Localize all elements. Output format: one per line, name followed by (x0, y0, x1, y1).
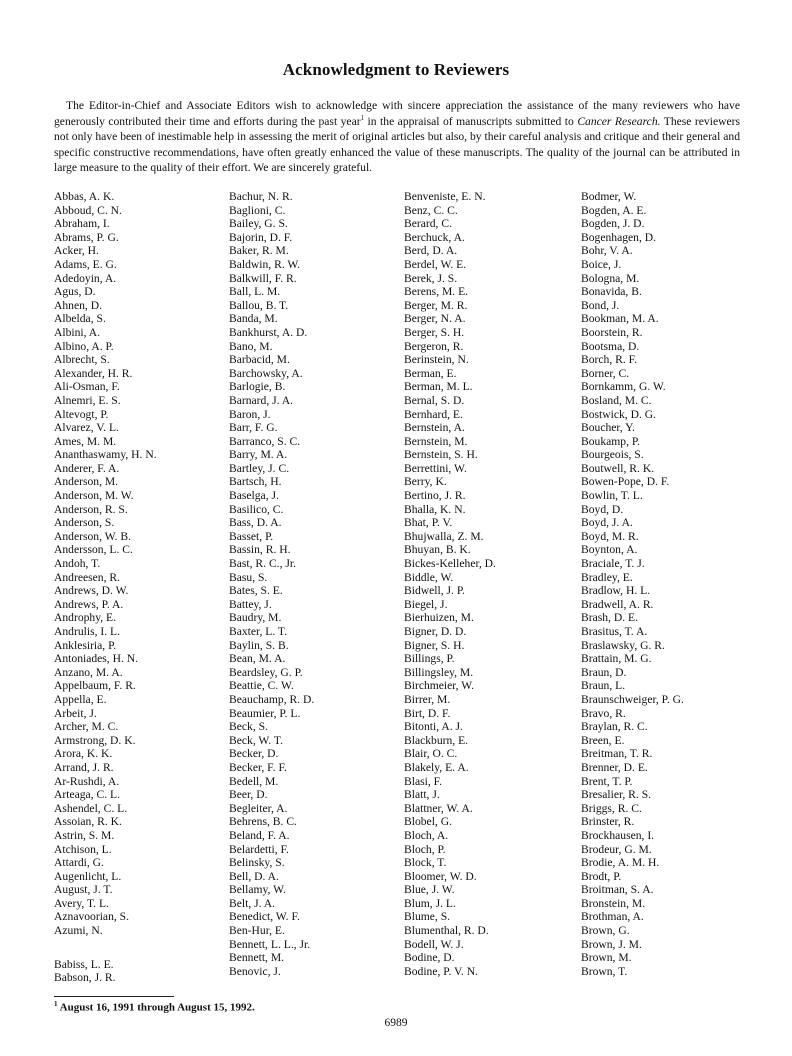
reviewer-name: Beauchamp, R. D. (229, 692, 315, 706)
reviewer-name: Baselga, J. (229, 489, 279, 503)
reviewer-name: Anderson, S. (54, 516, 115, 530)
reviewer-name: Aznavoorian, S. (54, 910, 130, 924)
reviewer-column-4 (581, 190, 684, 978)
reviewer-name: Bertino, J. R. (404, 489, 466, 503)
reviewer-name: Berard, C. (404, 217, 452, 231)
reviewer-name: Baglioni, C. (229, 203, 286, 217)
reviewer-name: Acker, H. (54, 244, 99, 258)
reviewer-name: Blakely, E. A. (404, 760, 469, 774)
reviewer-name: Andreesen, R. (54, 570, 121, 584)
reviewer-name: Bourgeois, S. (581, 448, 644, 462)
reviewer-name: Albini, A. (54, 325, 101, 339)
reviewer-name: Berek, J. S. (404, 271, 458, 285)
reviewer-name: Bernstein, S. H. (404, 448, 478, 462)
reviewer-name: Anderson, M. (54, 475, 119, 489)
reviewer-name: Berdel, W. E. (404, 257, 467, 271)
reviewer-name: Brown, G. (581, 924, 630, 938)
reviewer-name: Ball, L. M. (229, 285, 281, 299)
reviewer-name: Atchison, L. (54, 842, 112, 856)
reviewer-name: Boynton, A. (581, 543, 638, 557)
reviewer-name: Brown, M. (581, 951, 632, 965)
reviewer-name: Beck, S. (229, 720, 268, 734)
reviewer-name: Bloch, A. (404, 828, 449, 842)
reviewer-name: Brenner, D. E. (581, 760, 648, 774)
reviewer-name: Biegel, J. (404, 597, 448, 611)
reviewer-name: Blumenthal, R. D. (404, 924, 489, 938)
reviewer-name: Basu, S. (229, 570, 268, 584)
reviewer-name: Bohr, V. A. (581, 244, 633, 258)
reviewer-name: Blattner, W. A. (404, 801, 473, 815)
reviewer-name: Belinsky, S. (229, 856, 285, 870)
reviewer-name: Appella, E. (54, 692, 107, 706)
reviewer-name: Berman, E. (404, 366, 457, 380)
reviewer-name: August, J. T. (54, 883, 113, 897)
reviewer-name: Arteaga, C. L. (54, 788, 120, 802)
journal-name: Cancer Research. (577, 114, 661, 128)
reviewer-name: Andrews, D. W. (54, 584, 129, 598)
reviewer-name: Berry, K. (404, 475, 447, 489)
reviewer-name: Blasi, F. (404, 774, 443, 788)
reviewer-name: Babiss, L. E. (54, 957, 114, 971)
intro-part-3: These reviewers not only have been of inestimable help in assessing the merit of original articles but also, by their careful analysis and critique and their general and specific constructive recommendations, have often greatly enhanced the value of these manuscripts. The quality of the journal can be attributed in large measure to the quality of their effort. We are sincerely grateful. (54, 114, 740, 175)
reviewer-name: Benovic, J. (229, 964, 281, 978)
reviewer-name: Agus, D. (54, 285, 96, 299)
reviewer-name: Bostwick, D. G. (581, 407, 657, 421)
reviewer-name: Bogden, J. D. (581, 217, 645, 231)
reviewer-name: Abbas, A. K. (54, 190, 115, 203)
reviewer-name: Beer, D. (229, 788, 268, 802)
reviewer-name: Babson, J. R. (54, 971, 116, 985)
reviewer-name: Barry, M. A. (229, 448, 288, 462)
reviewer-name: Bassin, R. H. (229, 543, 291, 557)
intro-part-2: in the appraisal of manuscripts submitted to (364, 114, 578, 128)
reviewer-name: Boucher, Y. (581, 421, 635, 435)
reviewer-name: Basset, P. (229, 529, 274, 543)
reviewer-name: Anzano, M. A. (54, 665, 123, 679)
reviewer-name: Barbacid, M. (229, 353, 290, 367)
reviewer-name: Bloch, P. (404, 842, 446, 856)
reviewer-name: Brodt, P. (581, 869, 622, 883)
reviewer-name: Bhalla, K. N. (404, 502, 466, 516)
reviewer-name: Anderer, F. A. (54, 461, 120, 475)
reviewer-name: Becker, D. (229, 747, 279, 761)
intro-part-1: The Editor-in-Chief and Associate Editors wish to acknowledge with sincere appreciation the assistance of the many reviewers who have generously contributed their time and efforts during the past year (54, 99, 740, 128)
reviewer-name: Bogenhagen, D. (581, 230, 657, 244)
reviewer-name: Bravo, R. (581, 706, 626, 720)
reviewer-name: Beaumier, P. L. (229, 706, 301, 720)
page-title: Acknowledgment to Reviewers (282, 60, 510, 79)
reviewer-name: Boice, J. (581, 257, 622, 271)
reviewer-name: Ames, M. M. (54, 434, 117, 448)
reviewer-name: Abrams, P. G. (54, 230, 119, 244)
reviewer-name: Block, T. (404, 856, 447, 870)
reviewer-name: Benedict, W. F. (229, 910, 300, 924)
reviewer-name: Augenlicht, L. (54, 869, 122, 883)
reviewer-name: Brodeur, G. M. (581, 842, 652, 856)
reviewer-name: Boyd, M. R. (581, 529, 639, 543)
reviewer-name: Brent, T. P. (581, 774, 633, 788)
reviewer-name: Azumi, N. (54, 924, 103, 938)
reviewer-name: Biddle, W. (404, 570, 454, 584)
reviewer-name: Altevogt, P. (54, 407, 109, 421)
reviewer-name: Bootsma, D. (581, 339, 640, 353)
reviewer-name: Anderson, W. B. (54, 529, 131, 543)
footnote (54, 1000, 255, 1014)
reviewer-name: Arora, K. K. (54, 747, 113, 761)
reviewer-name: Beardsley, G. P. (229, 665, 303, 679)
reviewer-name: Beland, F. A. (229, 828, 290, 842)
reviewer-name: Ar-Rushdi, A. (54, 774, 120, 788)
reviewer-name: Beattie, C. W. (229, 679, 294, 693)
reviewer-name: Albino, A. P. (54, 339, 114, 353)
reviewer-name: Barchowsky, A. (229, 366, 303, 380)
reviewer-name: Alnemri, E. S. (54, 393, 121, 407)
reviewer-name: Albelda, S. (54, 312, 106, 326)
reviewer-name: Bernhard, E. (404, 407, 463, 421)
reviewer-name: Behrens, B. C. (229, 815, 297, 829)
reviewer-name: Bitonti, A. J. (404, 720, 463, 734)
reviewer-name: Birrer, M. (404, 692, 451, 706)
reviewer-name: Baxter, L. T. (229, 625, 288, 638)
reviewer-name: Bass, D. A. (229, 516, 282, 530)
reviewer-name: Bhujwalla, Z. M. (404, 529, 484, 543)
reviewer-name: Bradlow, H. L. (581, 584, 651, 598)
reviewer-name: Bigner, D. D. (404, 625, 467, 638)
reviewer-name: Anderson, M. W. (54, 489, 134, 503)
reviewer-name: Brown, T. (581, 964, 628, 978)
reviewer-name: Abraham, I. (54, 217, 110, 231)
reviewer-name: Battey, J. (229, 597, 272, 611)
reviewer-name: Bernstein, A. (404, 421, 465, 435)
reviewer-name: Antoniades, H. N. (54, 652, 139, 666)
reviewer-name: Broitman, S. A. (581, 883, 654, 897)
reviewer-name: Anklesiria, P. (54, 638, 117, 652)
reviewer-name: Bennett, M. (229, 951, 285, 965)
reviewer-name: Adedoyin, A. (54, 271, 117, 285)
reviewer-name: Bond, J. (581, 298, 620, 312)
reviewer-name: Banda, M. (229, 312, 278, 326)
reviewer-name: Andoh, T. (54, 557, 101, 571)
reviewer-name: Bergeron, R. (404, 339, 464, 353)
reviewer-name: Assoian, R. K. (54, 815, 122, 829)
reviewer-name: Billings, P. (404, 652, 455, 666)
reviewer-name: Bookman, M. A. (581, 312, 659, 326)
reviewer-name: Brown, J. M. (581, 937, 642, 951)
reviewer-name: Andrulis, I. L. (54, 625, 121, 638)
reviewer-name: Bradwell, A. R. (581, 597, 654, 611)
reviewer-name: Breen, E. (581, 733, 625, 747)
reviewer-name: Ballou, B. T. (229, 298, 289, 312)
reviewer-name: Bowlin, T. L. (581, 489, 643, 503)
reviewer-name: Briggs, R. C. (581, 801, 642, 815)
reviewer-column-1 (54, 190, 157, 985)
reviewer-name: Barr, F. G. (229, 421, 278, 435)
reviewer-name: Benz, C. C. (404, 203, 458, 217)
reviewer-name: Boutwell, R. K. (581, 461, 655, 475)
reviewer-name: Alexander, H. R. (54, 366, 133, 380)
reviewer-name: Bresalier, R. S. (581, 788, 652, 802)
reviewer-name: Boukamp, P. (581, 434, 640, 448)
reviewer-name: Bedell, M. (229, 774, 279, 788)
reviewer-name: Bodmer, W. (581, 190, 637, 203)
reviewer-name: Billingsley, M. (404, 665, 474, 679)
reviewer-name: Borner, C. (581, 366, 630, 380)
reviewer-name: Braslawsky, G. R. (581, 638, 665, 652)
reviewer-name: Brattain, M. G. (581, 652, 652, 666)
reviewer-name: Baldwin, R. W. (229, 257, 301, 271)
reviewer-name: Bowen-Pope, D. F. (581, 475, 670, 489)
reviewer-name: Bell, D. A. (229, 869, 279, 883)
reviewer-name: Bickes-Kelleher, D. (404, 557, 496, 571)
reviewer-name: Bradley, E. (581, 570, 633, 584)
reviewer-name: Barnard, J. A. (229, 393, 294, 407)
reviewer-name: Basilico, C. (229, 502, 284, 516)
reviewer-name: Bosland, M. C. (581, 393, 652, 407)
reviewer-name: Andersson, L. C. (54, 543, 133, 557)
reviewer-name: Brash, D. E. (581, 611, 638, 625)
reviewer-name: Bano, M. (229, 339, 273, 353)
reviewer-name: Beck, W. T. (229, 733, 283, 747)
reviewer-name: Bartley, J. C. (229, 461, 290, 475)
reviewer-name: Bodine, D. (404, 951, 455, 965)
footnote-rule (54, 996, 174, 997)
reviewer-name: Berger, M. R. (404, 298, 468, 312)
reviewer-name: Brinster, R. (581, 815, 635, 829)
reviewer-name: Blum, J. L. (404, 896, 456, 910)
reviewer-name: Baker, R. M. (229, 244, 289, 258)
reviewer-name: Birchmeier, W. (404, 679, 475, 693)
reviewer-name: Benveniste, E. N. (404, 190, 486, 203)
reviewer-name: Becker, F. F. (229, 760, 287, 774)
reviewer-name: Bogden, A. E. (581, 203, 647, 217)
reviewer-name: Bachur, N. R. (229, 190, 293, 203)
reviewer-name: Baron, J. (229, 407, 271, 421)
reviewer-name: Bornkamm, G. W. (581, 380, 666, 394)
reviewer-name: Bean, M. A. (229, 652, 286, 666)
reviewer-name: Baudry, M. (229, 611, 282, 625)
reviewer-name: Berrettini, W. (404, 461, 467, 475)
reviewer-name: Bankhurst, A. D. (229, 325, 308, 339)
reviewer-name: Attardi, G. (54, 856, 104, 870)
reviewer-name: Astrin, S. M. (54, 828, 115, 842)
reviewer-name: Bologna, M. (581, 271, 640, 285)
reviewer-name: Belardetti, F. (229, 842, 289, 856)
reviewer-name: Bernal, S. D. (404, 393, 465, 407)
reviewer-name: Arbeit, J. (54, 706, 97, 720)
reviewer-name: Braun, L. (581, 679, 626, 693)
reviewer-name: Ali-Osman, F. (54, 380, 120, 394)
reviewer-name: Bellamy, W. (229, 883, 286, 897)
reviewer-name: Breitman, T. R. (581, 747, 653, 761)
reviewer-name: Boyd, J. A. (581, 516, 633, 530)
reviewer-name: Bodine, P. V. N. (404, 964, 478, 978)
footnote-mark: 1 (54, 1000, 58, 1008)
reviewer-name: Androphy, E. (54, 611, 117, 625)
reviewer-name: Bates, S. E. (229, 584, 283, 598)
reviewer-name: Borch, R. F. (581, 353, 638, 367)
reviewer-name: Blume, S. (404, 910, 451, 924)
reviewer-name: Bierhuizen, M. (404, 611, 474, 625)
reviewer-name: Birt, D. F. (404, 706, 451, 720)
reviewer-column-3 (404, 190, 496, 978)
reviewer-name: Berens, M. E. (404, 285, 469, 299)
reviewer-name: Blobel, G. (404, 815, 452, 829)
reviewer-name: Bhuyan, B. K. (404, 543, 471, 557)
reviewer-name: Brothman, A. (581, 910, 644, 924)
reviewer-name: Andrews, P. A. (54, 597, 124, 611)
reviewer-name: Berchuck, A. (404, 230, 465, 244)
intro-text (54, 98, 740, 176)
reviewer-name: Bloomer, W. D. (404, 869, 477, 883)
reviewer-name: Blatt, J. (404, 788, 440, 802)
reviewer-name: Blair, O. C. (404, 747, 458, 761)
reviewer-name: Boorstein, R. (581, 325, 643, 339)
reviewer-name: Berd, D. A. (404, 244, 458, 258)
footnote-reference: 1 (360, 113, 365, 122)
reviewer-name: Bidwell, J. P. (404, 584, 465, 598)
reviewer-column-2 (229, 190, 314, 978)
reviewer-name: Adams, E. G. (54, 257, 117, 271)
reviewer-name: Bennett, L. L., Jr. (229, 937, 311, 951)
reviewer-name: Berman, M. L. (404, 380, 473, 394)
reviewer-name: Baylin, S. B. (229, 638, 289, 652)
intro-paragraph (54, 98, 740, 176)
reviewer-name: Bronstein, M. (581, 896, 646, 910)
reviewer-name: Bodell, W. J. (404, 937, 464, 951)
reviewer-name: Bernstein, M. (404, 434, 468, 448)
reviewer-name: Brasitus, T. A. (581, 625, 648, 638)
reviewer-name: Berinstein, N. (404, 353, 469, 367)
reviewer-name: Archer, M. C. (54, 720, 119, 734)
reviewer-name: Bartsch, H. (229, 475, 282, 489)
reviewer-name: Albrecht, S. (54, 353, 110, 367)
reviewer-name: Bonavida, B. (581, 285, 642, 299)
reviewer-name: Barranco, S. C. (229, 434, 301, 448)
reviewer-name: Blackburn, E. (404, 733, 469, 747)
reviewer-name: Bast, R. C., Jr. (229, 557, 296, 571)
reviewer-name: Appelbaum, F. R. (54, 679, 136, 693)
reviewer-name: Braunschweiger, P. G. (581, 692, 684, 706)
reviewer-name: Blue, J. W. (404, 883, 455, 897)
reviewer-name: Bailey, G. S. (229, 217, 288, 231)
page-number: 6989 (384, 1017, 408, 1029)
reviewer-name: Bigner, S. H. (404, 638, 465, 652)
reviewer-name: Brodie, A. M. H. (581, 856, 660, 870)
reviewer-name: Brockhausen, I. (581, 828, 655, 842)
footnote-text: August 16, 1991 through August 15, 1992. (57, 1001, 255, 1014)
reviewer-name: Braun, D. (581, 665, 627, 679)
reviewer-name: Boyd, D. (581, 502, 624, 516)
reviewer-name: Braciale, T. J. (581, 557, 645, 571)
reviewer-name: Bhat, P. V. (404, 516, 453, 530)
reviewer-name: Ben-Hur, E. (229, 924, 285, 938)
reviewer-name: Barlogie, B. (229, 380, 286, 394)
reviewer-name: Braylan, R. C. (581, 720, 648, 734)
reviewer-name: Armstrong, D. K. (54, 733, 136, 747)
reviewer-name: Alvarez, V. L. (54, 421, 119, 435)
reviewer-name: Avery, T. L. (54, 896, 109, 910)
reviewer-name: Anderson, R. S. (54, 502, 128, 516)
reviewer-name: Bajorin, D. F. (229, 230, 293, 244)
reviewer-name: Ashendel, C. L. (54, 801, 128, 815)
reviewer-name: Belt, J. A. (229, 896, 276, 910)
reviewer-name: Begleiter, A. (229, 801, 288, 815)
reviewer-name: Ananthaswamy, H. N. (54, 448, 157, 462)
reviewer-name: Ahnen, D. (54, 298, 102, 312)
reviewer-name: Berger, N. A. (404, 312, 466, 326)
reviewer-name: Berger, S. H. (404, 325, 465, 339)
reviewer-name: Arrand, J. R. (54, 760, 114, 774)
reviewer-name: Abboud, C. N. (54, 203, 122, 217)
reviewer-name: Balkwill, F. R. (229, 271, 297, 285)
